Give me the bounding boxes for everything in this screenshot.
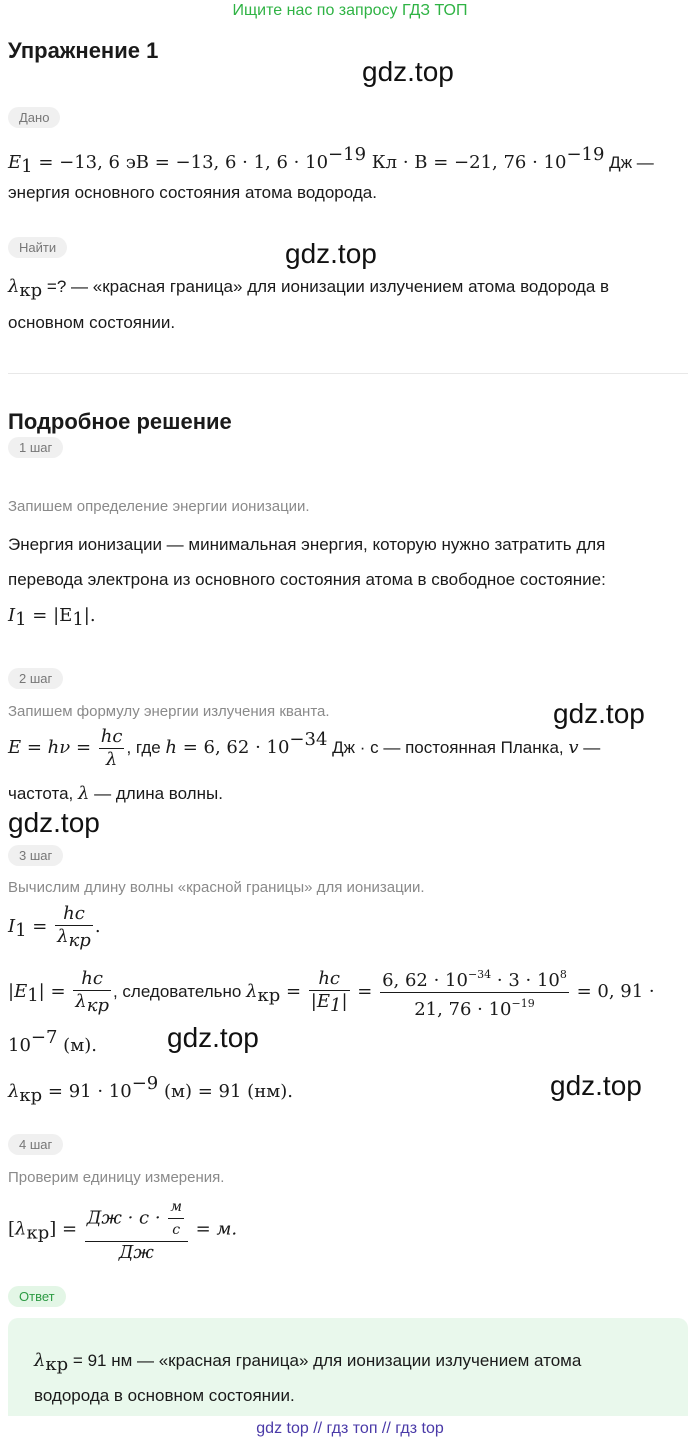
step-1-hint: Запишем определение энергии ионизации.	[8, 498, 310, 515]
watermark: gdz.top	[285, 238, 377, 269]
watermark: gdz.top	[362, 56, 454, 87]
step-1-formula: $I_1 = |E_1|$.	[8, 605, 96, 630]
step-3-formula2: $|E_1|$ = $\frac{hc}{\lambda_{кр}}$ , следовательно $\lambda_{кр}$ = $\frac{hc}{|E_1|}$ = $\frac{6, 62 \cdot 10^{-34} \cdot 3 \cdot 10^8}{21, 76 \cdot 10^{-19}}$ = 0, 91 ·	[8, 965, 655, 1020]
step-1-label: 1 шаг	[8, 437, 63, 458]
step-4-hint: Проверим единицу измерения.	[8, 1169, 225, 1186]
watermark: gdz.top	[553, 698, 645, 729]
watermark: gdz.top	[8, 807, 100, 838]
divider	[8, 373, 688, 374]
step-4-label: 4 шаг	[8, 1134, 63, 1155]
footer-links[interactable]: gdz top // гдз топ // гдз top	[256, 1420, 444, 1437]
fraction: $\frac{hc}{|E_1|}$	[310, 968, 348, 1016]
find-line1: $\lambda_{кр}$ =? — «красная граница» для ионизации излучением атома водорода в	[8, 276, 610, 301]
find-line2: основном состоянии.	[8, 313, 176, 332]
step-3-final: $\lambda_{кр} = 91 \cdot 10^{-9}$ (м) = 91 (нм).	[8, 1073, 293, 1106]
answer-label: Ответ	[8, 1286, 66, 1307]
fraction: $\frac{hc}{\lambda}$	[100, 726, 123, 770]
fraction: Дж · с · $\frac{м}{с}$ Дж	[85, 1197, 188, 1263]
step-1-line2: перевода электрона из основного состояния атома в свободное состояние:	[8, 570, 606, 589]
fraction: $\frac{6, 62 \cdot 10^{-34} \cdot 3 \cdot 10^8}{21, 76 \cdot 10^{-19}}$	[380, 965, 569, 1020]
fraction: $\frac{hc}{\lambda_{кр}}$	[75, 968, 109, 1016]
step-1-line1: Энергия ионизации — минимальная энергия, которую нужно затратить для	[8, 535, 606, 554]
given-formula: $E_1 = -13$, 6 эВ = −13, 6 · 1, $6 \cdot 10^{-19}$ Кл · В = −21, $76 \cdot 10^{-19}$ Дж —	[8, 144, 654, 177]
fraction: $\frac{hc}{\lambda_{кр}}$	[57, 903, 91, 951]
step-2-hint: Запишем формулу энергии излучения кванта.	[8, 703, 330, 720]
step-3-formula1: $I_1$ = $\frac{hc}{\lambda_{кр}}$ .	[8, 903, 101, 951]
page-title: Упражнение 1	[8, 38, 159, 63]
step-2-label: 2 шаг	[8, 668, 63, 689]
answer-line2: водорода в основном состоянии.	[34, 1386, 295, 1405]
step-2-formula: E = hν = $\frac{hc}{\lambda}$ , где h = 6, $62 \cdot 10^{-34}$ Дж · с — постоянная Планка, v —	[8, 726, 601, 770]
given-description: энергия основного состояния атома водорода.	[8, 183, 377, 202]
top-banner: Ищите нас по запросу ГДЗ ТОП	[232, 2, 468, 19]
step-2-line2: частота, λ — длина волны.	[8, 783, 223, 804]
watermark: gdz.top	[167, 1022, 259, 1053]
watermark: gdz.top	[550, 1070, 642, 1101]
answer-line1: $\lambda_{кр} = 91$ нм — «красная граница» для ионизации излучением атома	[34, 1350, 582, 1375]
step-4-formula: $[\lambda_{кр}]$ = Дж · с · $\frac{м}{с}$ Дж = м.	[8, 1199, 238, 1263]
step-3-label: 3 шаг	[8, 845, 63, 866]
step-3-hint: Вычислим длину волны «красной границы» для ионизации.	[8, 879, 425, 896]
step-3-formula2-cont: $10^{-7}$ (м).	[8, 1027, 97, 1056]
solution-title: Подробное решение	[8, 409, 232, 434]
given-label: Дано	[8, 107, 60, 128]
find-label: Найти	[8, 237, 67, 258]
